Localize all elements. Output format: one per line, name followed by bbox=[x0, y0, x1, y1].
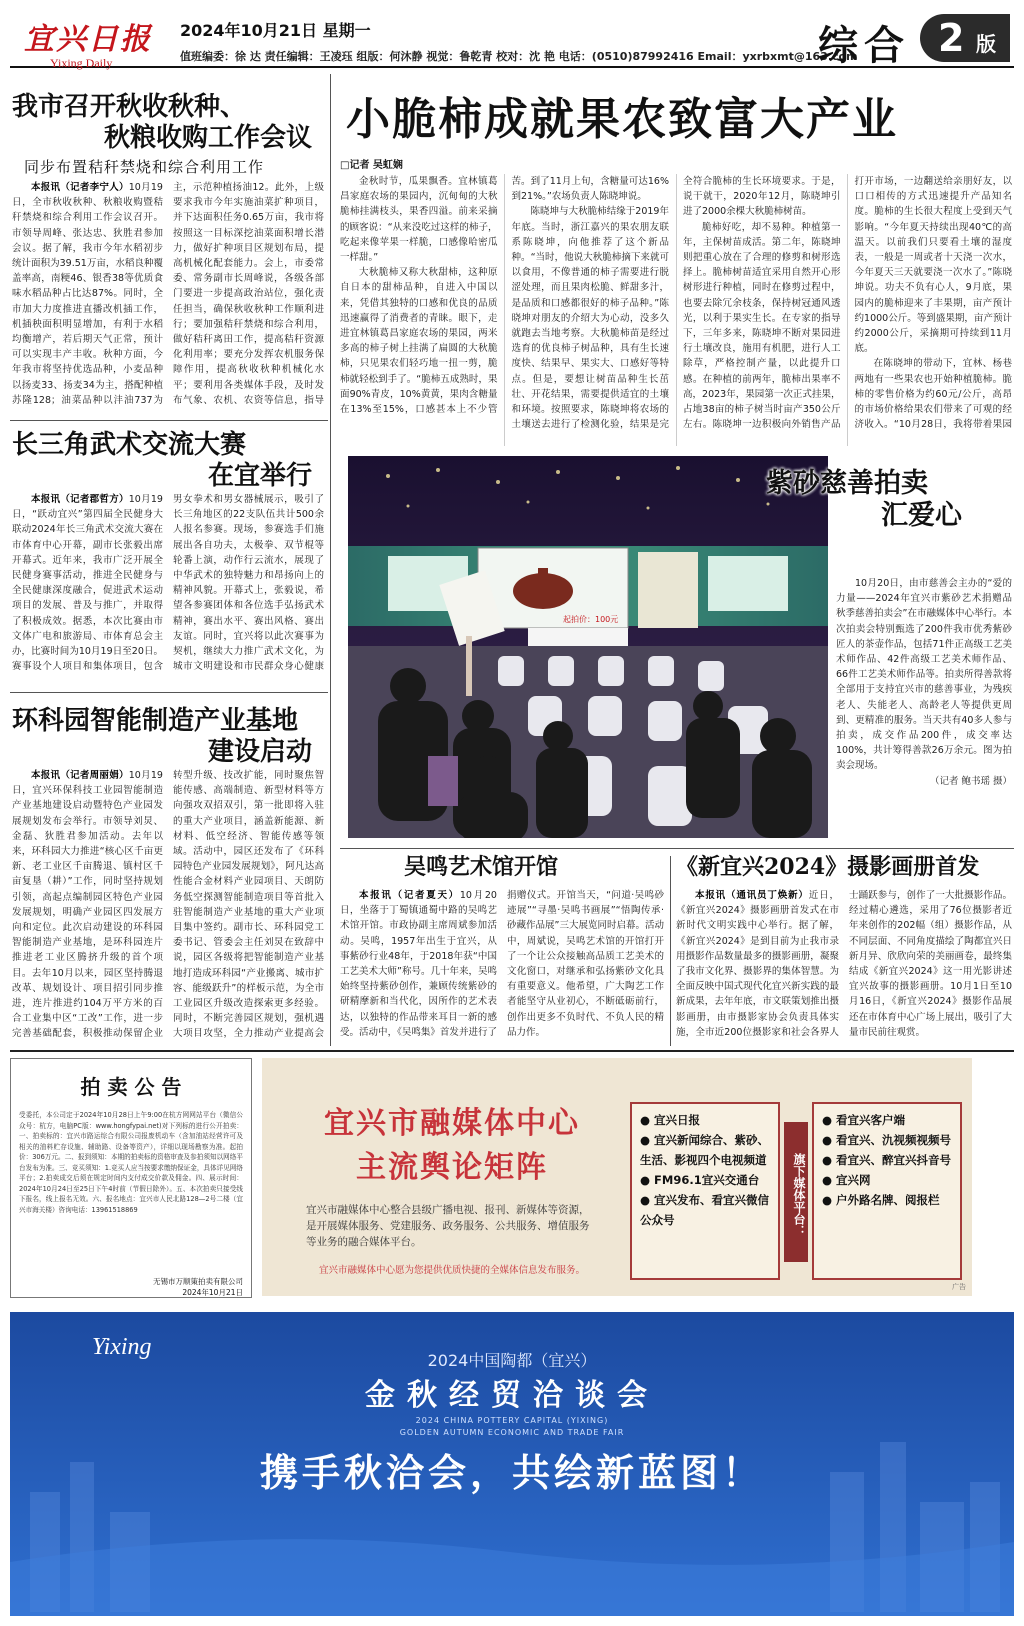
reporter-name: （记者李宁人） bbox=[60, 182, 129, 193]
trade-fair-banner bbox=[10, 1312, 1014, 1616]
reporter-name: （通讯员丁焕新） bbox=[726, 890, 809, 901]
newspaper-logo bbox=[24, 14, 174, 70]
story5-text: 近日，《新宜兴2024》摄影画册首发式在市新时代文明实践中心举行。据了解，《新宜兴2024》是到目前为止我市录用摄影作品数量最多的摄影画册，凝聚了我市文化界、摄影界的集体智慧。为全面反映中国式现代化宜兴新实践的最新成果，去年年底，市文联策划推出摄影画册，由市摄影家协会负责具体实施，全市近200位摄影家和社会各界人士踊跃参与，创作了一大批摄影作品。经过精心遴选，采用了76位摄影者近年来创作的202幅（组）摄影作品，从不同层面、不同角度描绘了陶都宜兴日新月异、欣欣向荣的美丽画卷，最终集结成《新宜兴2024》这一用光影讲述宜兴故事的摄影画册。10月1日至10月16日，《新宜兴2024》摄影作品展还在市体育中心广场上展出，吸引了大量市民前往观赏。 bbox=[676, 890, 1012, 1038]
story1-text: 10月19日，全市秋收秋种、秋粮收购暨秸秆禁烧和综合利用工作会议召开。市领导周峰、张达忠、狄胜君参加会议。据了解，我市今年水稻初步统计面积为39.51万亩，水稻良种覆盖率高，南粳46、银香38等优质食味水稻品种占比达87%。同时，全市加大力度推进直播改机插工作，机插秧面积明显增加，有利于水稻均衡增产，若后期天气正常，预计可以实现丰产丰收。秋种方面，今年我市将坚持优选品种，小麦品种以扬麦33、扬麦34为主，搭配种植苏隆128；油菜品种以沣油737为主，示范种植扬油12。此外，上级要求我市今年实施油菜扩种项目，并下达面积任务0.65万亩，我市将按照这一目标深挖油菜面积增长潜力，做好扩种项目区规划布局，提高机械化配套能力。会上，市委常委、常务副市长周峰说，各级各部门要进一步提高政治站位，强化责任担当，确保秋收秋种工作顺利进行；要加强秸秆禁烧和综合利用，做好秸秆离田工作，提高秸秆资源化利用率；要充分发挥农机服务保障作用，提高秋收秋种机械化水平；要利用各类媒体手段，及时发布气象、农机、农资等信息，指导 bbox=[12, 182, 324, 406]
story2-headline bbox=[12, 430, 312, 492]
list-item-text: 看宜兴、氿视频视频号 bbox=[836, 1133, 952, 1147]
auction-company: 无锡市万顺策拍卖有限公司 bbox=[153, 1277, 243, 1286]
ad-title-line2: 主流舆论矩阵 bbox=[356, 1150, 548, 1185]
ad-platform-label: 旗下媒体平台： bbox=[784, 1122, 808, 1262]
auction-notice-title: 拍 卖 公 告 bbox=[80, 1075, 182, 1099]
issue-date: 2024年10月21日 星期一 bbox=[180, 21, 371, 40]
page-unit: 版 bbox=[976, 32, 996, 56]
logo-english: Yixing Daily bbox=[50, 56, 113, 70]
dateline-label: 本报讯 bbox=[359, 890, 393, 901]
ad-title-line1: 宜兴市融媒体中心 bbox=[324, 1106, 580, 1141]
auction-notice bbox=[10, 1058, 252, 1298]
list-item-text: 看宜兴、醉宜兴抖音号 bbox=[836, 1153, 952, 1167]
headline-line: 紫砂慈善拍卖 bbox=[766, 468, 928, 499]
banner-title: 金秋经贸洽谈会 bbox=[365, 1378, 659, 1413]
dateline-label: 本报讯 bbox=[31, 182, 61, 193]
section-title: 综合 bbox=[818, 22, 910, 69]
banner-subtitle: 2024中国陶都（宜兴） bbox=[427, 1351, 597, 1370]
main-paragraph: 金秋时节，瓜果飘香。宜林镇葛昌家庭农场的果园内，沉甸甸的大秋脆柿挂满枝头，果香四溢。前来采摘的顾客说：“从来没吃过这样的柿子，吃起来像苹果一样脆，口感像哈密瓜一样甜。” bbox=[340, 176, 498, 264]
masthead bbox=[10, 8, 1014, 68]
ad-list-item: ● 宜兴发布、看宜兴微信公众号 bbox=[640, 1193, 770, 1227]
section-divider bbox=[10, 692, 328, 693]
page-number-badge bbox=[920, 14, 1010, 62]
story1-subhead: 同步布置秸秆禁烧和综合利用工作 bbox=[24, 158, 265, 176]
headline-line: 我市召开秋收秋种、 bbox=[12, 92, 247, 122]
screen-price-caption: 起拍价：100元 bbox=[563, 615, 619, 624]
reporter-name: （记者夏天） bbox=[392, 890, 460, 901]
ad-platform-list-right bbox=[812, 1102, 962, 1280]
list-item-text: 宜兴新闻综合、紫砂、生活、影视四个电视频道 bbox=[640, 1133, 770, 1167]
headline-line: 建设启动 bbox=[207, 737, 312, 768]
ad-list-item: ● 宜兴新闻综合、紫砂、生活、影视四个电视频道 bbox=[640, 1133, 770, 1167]
reporter-name: （记者郡哲方） bbox=[60, 494, 129, 505]
ad-platform-list-left bbox=[630, 1102, 780, 1280]
list-item-text: 宜兴网 bbox=[836, 1173, 871, 1187]
media-center-ad bbox=[262, 1058, 972, 1296]
column-divider bbox=[670, 856, 671, 1046]
main-story-byline: □记者 吴虹娴 bbox=[340, 160, 403, 171]
section-divider bbox=[10, 1050, 1014, 1052]
list-item-text: 宜兴发布、看宜兴微信公众号 bbox=[640, 1193, 770, 1227]
auction-date: 2024年10月21日 bbox=[182, 1288, 243, 1297]
banner-slogan: 携手秋洽会，共绘新蓝图！ bbox=[259, 1450, 764, 1495]
ad-list-item: ● FM96.1宜兴交通台 bbox=[640, 1173, 760, 1187]
main-paragraph: 脆柿好吃，却不易种。种植第一年，主保树苗成活。第二年，陈晓坤则把重心放在了合理的修剪和树形选择上。脆柿树苗适宜采用自然开心形树形进行种植，同时在修剪过程中，也要去除冗余枝条，保持树冠通风透光，以利于果实生长。在专家的指导下，三年多来，陈晓坤不断对果园进行土壤改良，施用有机肥，进行人工除草，严格控制产量，以此提升口感。在种植的前两年，脆柿出果率不高，2023年，果园第一次正式挂果，占地38亩的柿子树当时亩产350公斤左右。陈晓坤一边积极向外销售产品打开市场，一边翻送给亲朋好友，以口口相传的方式迅速提升产品知名度。脆柿的生长很大程度上受到天气影响。“今年夏天持续出现40℃的高温天。以前我们只要看土壤的湿度表，一般是一周或者十天浇一次水，今年夏天三天就要浇一次水了。”陈晓坤说。功夫不负有心人，9月底，果园内的脆柿迎来了丰果期，亩产预计约1000公斤。等到盛果期，亩产预计约2000公斤，采摘期可持续到11月底。 bbox=[683, 176, 1012, 431]
main-paragraph: 大秋脆柿又称大秋甜柿，这种原自日本的甜柿品种，自进入中国以来，凭借其独特的口感和优良的品质迅速赢得了消费者的青睐。眼下，走进宜林镇葛昌家庭农场的果园，两米多高的柿子树上挂满了扁圆的大秋脆柿，只见果农们轻巧地一扭一剪，脆柿就轻松到手了。“脆柿五成熟时，果面90%青皮，10%黄黄，果肉含糖量在13%至15%，口感甚本上不少管苦。到了11月上旬，含糖量可达16%到21%。”农场负责人陈晓坤说。 bbox=[340, 176, 669, 416]
photo-story-body bbox=[836, 576, 1012, 838]
story4-headline: 吴鸣艺术馆开馆 bbox=[404, 854, 559, 880]
ad-list-item: ● 看宜兴、醉宜兴抖音号 bbox=[822, 1153, 952, 1167]
ad-description: 宜兴市融媒体中心整合县级广播电视、报刊、新媒体等资源，是开展媒体服务、党建服务、政务服务、公共服务、增值服务等业务的融合媒体平台。 bbox=[306, 1204, 590, 1248]
main-story-body bbox=[340, 174, 1012, 446]
section-divider bbox=[10, 420, 328, 421]
story1-body bbox=[12, 180, 324, 415]
dateline-label: 本报讯 bbox=[31, 770, 61, 781]
story3-body bbox=[12, 768, 324, 1044]
column-divider bbox=[330, 74, 331, 1046]
banner-english-line2: GOLDEN AUTUMN ECONOMIC AND TRADE FAIR bbox=[399, 1428, 625, 1437]
story4-body bbox=[340, 888, 664, 1044]
ad-list-item: ● 宜兴日报 bbox=[640, 1113, 701, 1127]
ad-slogan: 宜兴市融媒体中心愿为您提供优质快捷的全媒体信息发布服务。 bbox=[318, 1265, 585, 1276]
photo-credit: （记者 鲍书瑶 摄） bbox=[929, 775, 1012, 787]
list-item-text: 看宜兴客户端 bbox=[836, 1113, 906, 1127]
ad-list-item: ● 看宜兴客户端 bbox=[822, 1113, 906, 1127]
editorial-credits: 值班编委：徐 达 责任编辑：王凌珏 组版：何沐静 视觉：鲁乾青 校对：沈 艳 电话：(0510)87992416 Email：yxrbxmt@163.com bbox=[180, 50, 858, 63]
story3-headline bbox=[12, 706, 312, 768]
section-divider bbox=[340, 848, 1014, 849]
dateline-label: 本报讯 bbox=[31, 494, 61, 505]
banner-english-line1: 2024 CHINA POTTERY CAPITAL (YIXING) bbox=[415, 1416, 609, 1425]
logo-chinese: 宜兴日报 bbox=[24, 22, 152, 57]
main-story-headline: 小脆柿成就果农致富大产业 bbox=[346, 94, 898, 145]
story2-text: 10月19日，“跃动宜兴”第四届全民健身大联动2024年长三角武术交流大赛在市体育中心开幕，副市长张毅出席开幕式。近年来，我市广泛开展全民健身赛事活动，推进全民健身与全民健康深度融合，促进武术运动项目的发展、普及与推广，并取得了积极成效。据悉，本次比赛由市文体广电和旅游局、市体育总会主办，比赛时间为10月19日至20日。赛事设个人项目和集体项目，包含男女拳术和男女器械展示，吸引了长三角地区的22支队伍共计500余人报名参赛。现场，参赛选手们施展出各自功夫，太极拳、双节棍等轮番上演，动作行云流水，展现了中华武术的独特魅力和昂扬向上的精神风貌。开幕式上，张毅说，希望各参赛团体和各位选手弘扬武术精神，赛出水平、赛出风格、赛出友谊。同时，宜兴将以此次赛事为契机，继续大力推广武术文化，为城市文明建设和市民群众身心健康 bbox=[12, 494, 324, 673]
story1-headline bbox=[12, 92, 312, 154]
main-paragraph: 在陈晓坤的带动下，宜林、杨巷两地有一些果农也开始种植脆柿。脆柿的零售价格为约60元/公斤，高昂的市场价格给果农们带来了可观的经济收入。“10月28日，我将带着果园 bbox=[854, 358, 1012, 431]
photo-story-text: 10月20日，由市慈善会主办的“爱的力量——2024年宜兴市紫砂艺术捐赠品秋季慈善拍卖会”在市融媒体中心举行。本次拍卖会特别甄选了200件我市优秀紫砂匠人的茶壶作品，包括71件正高级工艺美术师作品、42件高级工艺美术师作品、66件工艺美术师作品等。拍卖所得善款将全部用于支持宜兴市的慈善事业，为残疾老人、失能老人、高龄老人等提供更周到、更精准的服务。当天共有40多人参与拍卖，成交作品200件，成交率达100%，共计筹得善款26万余元。图为拍卖会现场。 bbox=[836, 578, 1012, 772]
story3-text: 10月19日，宜兴环保科技工业园智能制造产业基地建设启动暨特色产业园发展规划发布会举行。市领导刘炅、金磊、狄胜君参加活动。去年以来，环科园大力推进“核心区千亩更新、老工业区千亩腾退、镇村区千亩复垦（耕）”工作，同时坚持规划引领，高起点编制园区特色产业园发展规划，明确产业园区四发展方向和定位。此次启动建设的环科园智能制造产业基地，是环科园连片推进老工业区腾挤升级的首个项目。去年10月以来，园区坚持腾退改革、规划设计、项目招引同步推进，连片推进约104万平方米的百合工业集中区“工改”工作，进一步完善基础配套，积极推动保留企业转型升级、技改扩能，同时聚焦智能传感、高端制造、新型材料等方向强攻双招双引，第一批即将入驻的重大产业项目，涵盖新能源、新材料、低空经济、智能传感等领域。活动中，园区还发布了《环科园特色产业园发展规划》，阿凡达高性能合金材料产业园项目、天朗防务低空探测智能制造项目等首批入驻智能制造产业基地的重大产业项目集中签约。副市长、环科园党工委书记、管委会主任刘炅在致辞中说，园区各级将把智能制造产业基地打造成环科园“产业搬离、城市扩容、能级跃升”的样板示范，为全市工业园区升级改造探索更多经验。同时，不断完善园区规划，强机遇大项目攻坚，全力推动产业提高会 bbox=[12, 770, 324, 1040]
reporter-name: （记者周丽娟） bbox=[60, 770, 129, 781]
headline-line: 汇爱心 bbox=[881, 500, 962, 532]
auction-notice-body: 受委托，本公司定于2024年10月28日上午9:00在杭方网网站平台（微信公众号：杭方，电脑PC版：www.hongfypai.net)对下列标的进行公开拍卖：一、拍卖标的：宜兴市路运综合有限公司报废机动车（含加油站经营许可及相关的油料贮存设施、辅助路、设备等资产），详细以现场勘察为准。起拍价：306万元。二、报到须知：本期的拍卖标的资格审查及参拍须知以网络平台发布为准。三、竞买须知：1.竞买人应当按要求缴纳保证金，具体详见网络平台；2.拍卖成交后须在规定时间内支付成交价款及佣金。四、展示时间：2024年10月24日至25日下午4时前（节假日除外）。五、本次拍卖只接受线下报名，线上报名无效。六、报名地点：宜兴市人民北路128—2号二楼（宜兴市海关楼）咨询电话：13961518869 bbox=[19, 1111, 243, 1214]
ad-list-item: ● 宜兴网 bbox=[822, 1173, 871, 1187]
ad-left-panel bbox=[262, 1058, 642, 1296]
story5-body bbox=[676, 888, 1012, 1044]
ad-list-item: ● 看宜兴、氿视频视频号 bbox=[822, 1133, 952, 1147]
auction-photo bbox=[348, 456, 828, 838]
list-item-text: FM96.1宜兴交通台 bbox=[654, 1173, 760, 1187]
story4-text: 10月20日，坐落于丁蜀镇通蜀中路的吴鸣艺术馆开馆。市政协副主席周斌参加活动。吴鸣，1957年出生于宜兴，从事紫砂行业48年，于2018年获“中国工艺美术大师”称号。几十年来，吴鸣始终坚持紫砂创作，兼顾传统紫砂的研精摩新和当代化，因所作的艺术表达，以独特的作品带来耳目一新的感受。活动中，《吴鸣集》首发并进行了捐赠仪式。开馆当天，“问道·吴鸣砂迹展”“寻墨·吴鸣书画展”“悟陶传承·砂藏作品展”三大展览同时启幕。活动中，周斌说，吴鸣艺术馆的开馆打开了一个让公众接触高品质工艺美术的文化窗口，对继承和弘扬紫砂文化具有重要意义。他希望，广大陶艺工作者能坚守从业初心，不断砥砺前行，创作出更多不负时代、不负人民的精品力作。 bbox=[340, 890, 664, 1038]
headline-line: 环科园智能制造产业基地 bbox=[12, 706, 299, 736]
headline-line: 在宜举行 bbox=[207, 461, 312, 492]
headline-line: 秋粮收购工作会议 bbox=[103, 123, 312, 154]
list-item-text: 户外路名牌、阅报栏 bbox=[836, 1193, 940, 1207]
story2-body bbox=[12, 492, 324, 684]
page-number: 2 bbox=[938, 16, 965, 60]
photo-story-headline bbox=[766, 468, 962, 533]
ad-list-item: ● 户外路名牌、阅报栏 bbox=[822, 1193, 940, 1207]
auction-scene-image bbox=[348, 456, 828, 838]
main-paragraph: 陈晓坤与大秋脆柿结缘于2019年年底。当时，浙江嘉兴的果农朋友联系陈晓坤，向他推荐了这个新品种。“当时，他说大秋脆柿摘下来就可以食用，不像普通的柿子需要进行脱涩处理，而且果肉松脆、鲜甜多汁，是品质和口感都很好的柿子品种。”陈晓坤对朋友的介绍大为心动，没多久就跑去当地考察。大秋脆柿苗是经过选育的优良柿子树品种，具有生长速度快、结果早、果实大、口感好等特点。但是，要想让树苗品种生长茁壮、开花结果，需要提供适宜的土壤和环境。按照要求，陈晓坤将农场的土壤送去进行了检测化验，结果是完全符合脆柿的生长环境要求。于是，说干就干，2020年12月，陈晓坤引进了2000余棵大秋脆柿树苗。 bbox=[511, 176, 841, 431]
headline-line: 长三角武术交流大赛 bbox=[12, 430, 247, 460]
dateline-label: 本报讯 bbox=[695, 890, 727, 901]
list-item-text: 宜兴日报 bbox=[654, 1113, 701, 1127]
ad-tag: 广告 bbox=[952, 1283, 966, 1291]
banner-logo: Yixing bbox=[92, 1334, 152, 1360]
story5-headline: 《新宜兴2024》摄影画册首发 bbox=[676, 854, 980, 880]
